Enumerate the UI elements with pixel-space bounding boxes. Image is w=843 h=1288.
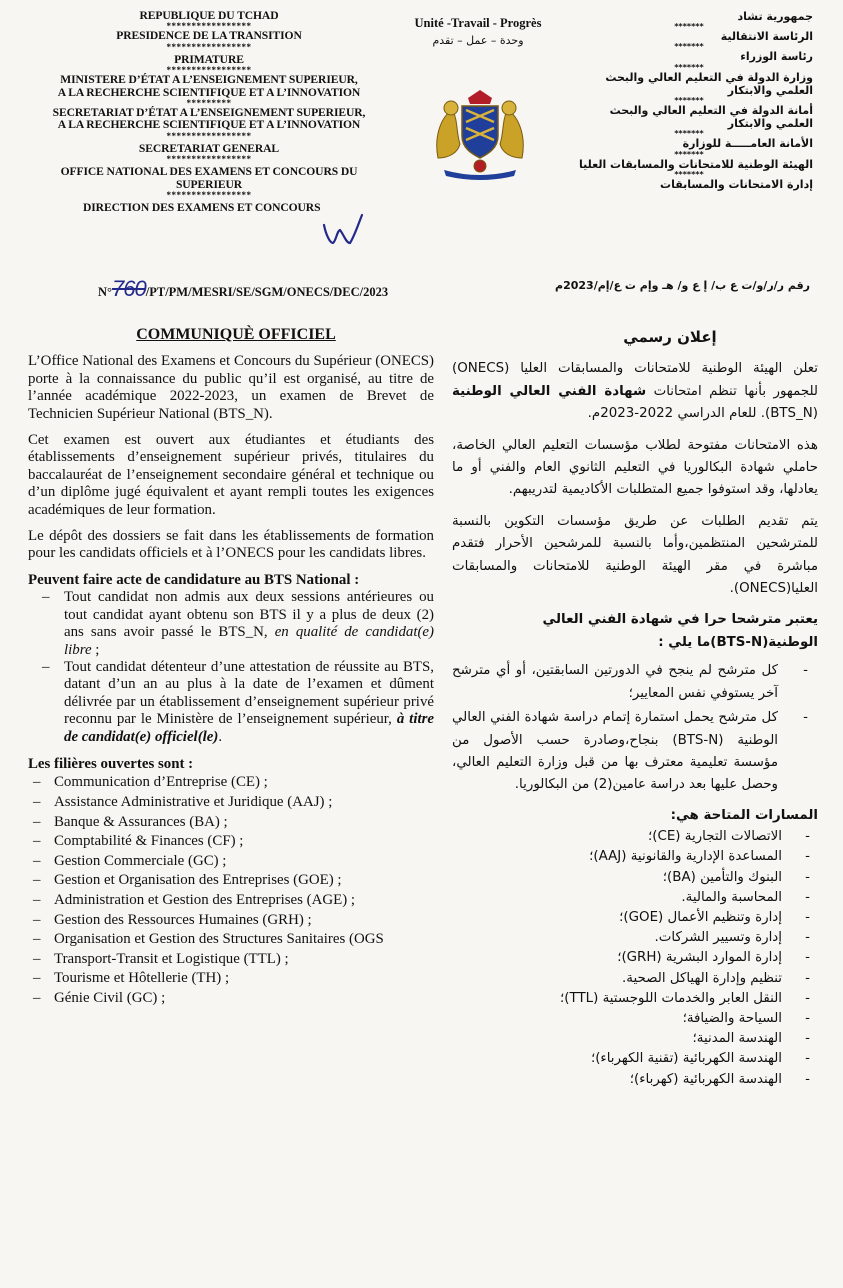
french-paragraph-2: Cet examen est ouvert aux étudiantes et étudiants des établissements d’enseignement supérieur privés, titulaires du baccalauréat de l’enseignement secondaire général et technique ou d’un diplôme jugé équivalent et ayant rempli toutes les exigences académiques de leur formation. — [28, 432, 434, 518]
reference-suffix: /PT/PM/MESRI/SE/SGM/ONECS/DEC/2023 — [145, 285, 389, 299]
signature — [320, 213, 366, 249]
list-item: - النقل العابر والخدمات اللوجستية (TTL)؛ — [452, 989, 818, 1009]
french-paragraph-3: Le dépôt des dossiers se fait dans les établissements de formation pour les candidats officiels et à l’ONECS pour les candidats libres. — [28, 528, 434, 562]
arabic-condition-1: - كل مترشح لم ينجح في الدورتين السابقتين، أو أي مترشح آخر يستوفي نفس المعايير؛ — [452, 660, 818, 705]
reference-number — [98, 276, 388, 302]
list-item: - الهندسة الكهربائية (تقنية الكهرباء)؛ — [452, 1049, 818, 1069]
header-stars: ***************** — [166, 130, 252, 141]
motto-ar: وحدة – عمل – تقدم — [432, 34, 524, 47]
list-item: – Transport-Transit et Logistique (TTL) ; — [28, 950, 434, 970]
french-conditions-heading: Peuvent faire acte de candidature au BTS National : — [28, 571, 360, 588]
list-item: – Administration et Gestion des Entreprises (AGE) ; — [28, 891, 434, 911]
list-item: – Banque & Assurances (BA) ; — [28, 813, 434, 833]
header-stars: ***************** — [166, 154, 252, 165]
header-direction: DIRECTION DES EXAMENS ET CONCOURS — [83, 201, 321, 215]
arabic-filieres-heading: المسارات المتاحة هي: — [670, 807, 818, 823]
header-secretariat-etat: SECRETARIAT D’ÉTAT A L’ENSEIGNEMENT SUPERIEUR, — [52, 106, 366, 120]
header-left-block — [40, 10, 378, 214]
header-ar-stars: ******* — [674, 22, 704, 32]
list-item: – Génie Civil (GC) ; — [28, 989, 434, 1009]
list-item: – Assistance Administrative et Juridique (AAJ) ; — [28, 793, 434, 813]
motto-fr: Unité -Travail - Progrès — [414, 16, 542, 30]
list-item: – Tourisme et Hôtellerie (TH) ; — [28, 969, 434, 989]
header-ar-ministere: وزارة الدولة في التعليم العالي والبحث — [605, 70, 813, 84]
french-column — [28, 326, 434, 1008]
french-filieres-heading: Les filières ouvertes sont : — [28, 755, 194, 772]
header-ar-stars: ******* — [674, 42, 704, 52]
french-title: COMMUNIQUÈ OFFICIEL — [136, 326, 336, 343]
header-ar-secretariat-general: الأمانة العامـــــة للوزارة — [682, 137, 813, 151]
list-item: - إدارة وتنظيم الأعمال (GOE)؛ — [452, 908, 818, 928]
arabic-conditions-list — [452, 660, 818, 796]
header-ar-secretariat-etat-2: العلمي والابتكار — [727, 117, 813, 131]
list-item: - تنظيم وإدارة الهياكل الصحية. — [452, 969, 818, 989]
header-ar-stars: ******* — [674, 62, 704, 72]
header-stars: ***************** — [166, 21, 252, 32]
french-filieres-list — [28, 773, 434, 1008]
header-right-block — [579, 10, 813, 191]
list-item: - إدارة وتسيير الشركات. — [452, 928, 818, 948]
header-secretariat-etat-2: A LA RECHERCHE SCIENTIFIQUE ET A L’INNOVATION — [57, 118, 361, 132]
header-stars: ***************** — [166, 190, 252, 201]
header-secretariat-general: SECRETARIAT GENERAL — [138, 141, 280, 155]
reference-handwritten-number: 760 — [112, 276, 146, 301]
french-condition-1: – Tout candidat non admis aux deux sessions antérieures ou tout candidat ayant obtenu son BTS il y a plus de deux (2) ans sans avoir passé le BTS_N, en qualité de candidat(e) libre ; — [28, 589, 434, 659]
header-primature: PRIMATURE — [174, 52, 244, 66]
arabic-title: إعلان رسمي — [623, 328, 717, 346]
header-onecs: OFFICE NATIONAL DES EXAMENS ET CONCOURS DU — [60, 165, 358, 179]
reference-prefix: N° — [98, 285, 113, 299]
arabic-paragraph-2: هذه الامتحانات مفتوحة لطلاب مؤسسات التعليم العالي الخاصة، حاملي شهادة البكالوريا في التعليم الثانوي العام والفني أو ما يعادلها، وقد استوفوا جميع المتطلبات الأكاديمية لتدريبهم. — [452, 437, 818, 498]
french-conditions-list — [28, 589, 434, 746]
header-ar-stars: ******* — [674, 129, 704, 139]
list-item: – Gestion et Organisation des Entreprises (GOE) ; — [28, 871, 434, 891]
motto-block — [388, 16, 568, 47]
header-ar-direction: إدارة الامتحانات والمسابقات — [660, 177, 813, 191]
list-item: – Organisation et Gestion des Structures Sanitaires (OGS — [28, 930, 434, 950]
list-item: - المساعدة الإدارية والقانونية (AAJ)؛ — [452, 847, 818, 867]
header-stars: ***************** — [166, 41, 252, 52]
header-ar-stars: ******* — [674, 169, 704, 179]
list-item: - الهندسة الكهربائية (كهرباء)؛ — [452, 1070, 818, 1090]
arabic-paragraph-3: يتم تقديم الطلبات عن طريق مؤسسات التكوين بالنسبة للمترشحين المنتظمين،وأما بالنسبة للمرشحين الأحرار فتقدم مباشرة في مقر الهيئة الوطنية للامتحانات والمسابقات العليا(ONECS). — [452, 513, 818, 597]
reference-number-arabic: رقم ر/ر/و/ت ع ب/ إ ع و/ هـ وإم ت ع/إم/2023م — [555, 279, 810, 292]
header-ministere-2: A LA RECHERCHE SCIENTIFIQUE ET A L’INNOVATION — [57, 85, 361, 99]
arabic-conditions-heading: يعتبر مترشحا حرا في شهادة الفني العالي الوطنية(BTS-N)ما يلي : — [542, 612, 818, 650]
header-ar-stars: ******* — [674, 96, 704, 106]
arabic-paragraph-1: تعلن الهيئة الوطنية للامتحانات والمسابقات العليا (ONECS) للجمهور بأنها تنظم امتحانات شهادة الفني العالي الوطنية (BTS_N). للعام الدراسي 2022-2023م. — [452, 361, 818, 422]
list-item: - إدارة الموارد البشرية (GRH)؛ — [452, 948, 818, 968]
list-item: - الاتصالات التجارية (CE)؛ — [452, 827, 818, 847]
list-item: – Comptabilité & Finances (CF) ; — [28, 832, 434, 852]
arabic-condition-2: - كل مترشح يحمل استمارة إتمام دراسة شهادة الفني العالي الوطنية (BTS-N) بنجاح،وصادرة حسب الأصول من مؤسسة تعليمية معترف بها من قبل وزارة التعليم العالي، وحصل عليها بعد دراسة عامين(2) من البكالوريا. — [452, 707, 818, 797]
coat-of-arms-emblem — [430, 88, 530, 180]
header-ministere: MINISTERE D’ÉTAT A L’ENSEIGNEMENT SUPERIEUR, — [60, 73, 358, 87]
list-item: – Gestion des Ressources Humaines (GRH) ; — [28, 911, 434, 931]
list-item: - الهندسة المدنية؛ — [452, 1029, 818, 1049]
arabic-filieres-list — [452, 827, 818, 1090]
list-item: – Gestion Commerciale (GC) ; — [28, 852, 434, 872]
header-presidence: PRESIDENCE DE LA TRANSITION — [116, 29, 302, 43]
header-ar-ministere-2: العلمي والابتكار — [727, 83, 813, 97]
list-item: - السياحة والضيافة؛ — [452, 1009, 818, 1029]
header-ar-onecs: الهيئة الوطنية للامتحانات والمسابقات العليا — [579, 157, 813, 171]
header-ar-stars: ******* — [674, 149, 704, 159]
list-item: – Communication d’Entreprise (CE) ; — [28, 773, 434, 793]
list-item: - البنوك والتأمين (BA)؛ — [452, 868, 818, 888]
header-ar-presidence: الرئاسة الانتقالية — [720, 30, 813, 44]
list-item: - المحاسبة والمالية. — [452, 888, 818, 908]
header-ar-primature: رئاسة الوزراء — [740, 50, 813, 64]
header-republic: REPUBLIQUE DU TCHAD — [139, 9, 279, 22]
header-stars: ********* — [186, 98, 232, 109]
french-paragraph-1: L’Office National des Examens et Concours du Supérieur (ONECS) porte à la connaissance du public qu’il est organisé, au titre de l’année académique 2022-2023, un examen de Brevet de Technicien Supérieur National (BTS_N). — [28, 353, 434, 422]
header-stars: ***************** — [166, 65, 252, 76]
french-condition-2: – Tout candidat détenteur d’une attestation de réussite au BTS, datant d’un an au plus à la date de l’examen et dûment délivrée par un établissement d’enseignement supérieur privé reconnu par le Ministère de l’enseignement supérieur, à titre de candidat(e) officiel(le). — [28, 659, 434, 746]
arabic-column — [452, 326, 818, 1090]
header-onecs-2: SUPERIEUR — [175, 177, 243, 191]
header-ar-republic: جمهورية تشاد — [737, 10, 813, 23]
header-ar-secretariat-etat: أمانة الدولة في التعليم العالي والبحث — [609, 104, 813, 118]
